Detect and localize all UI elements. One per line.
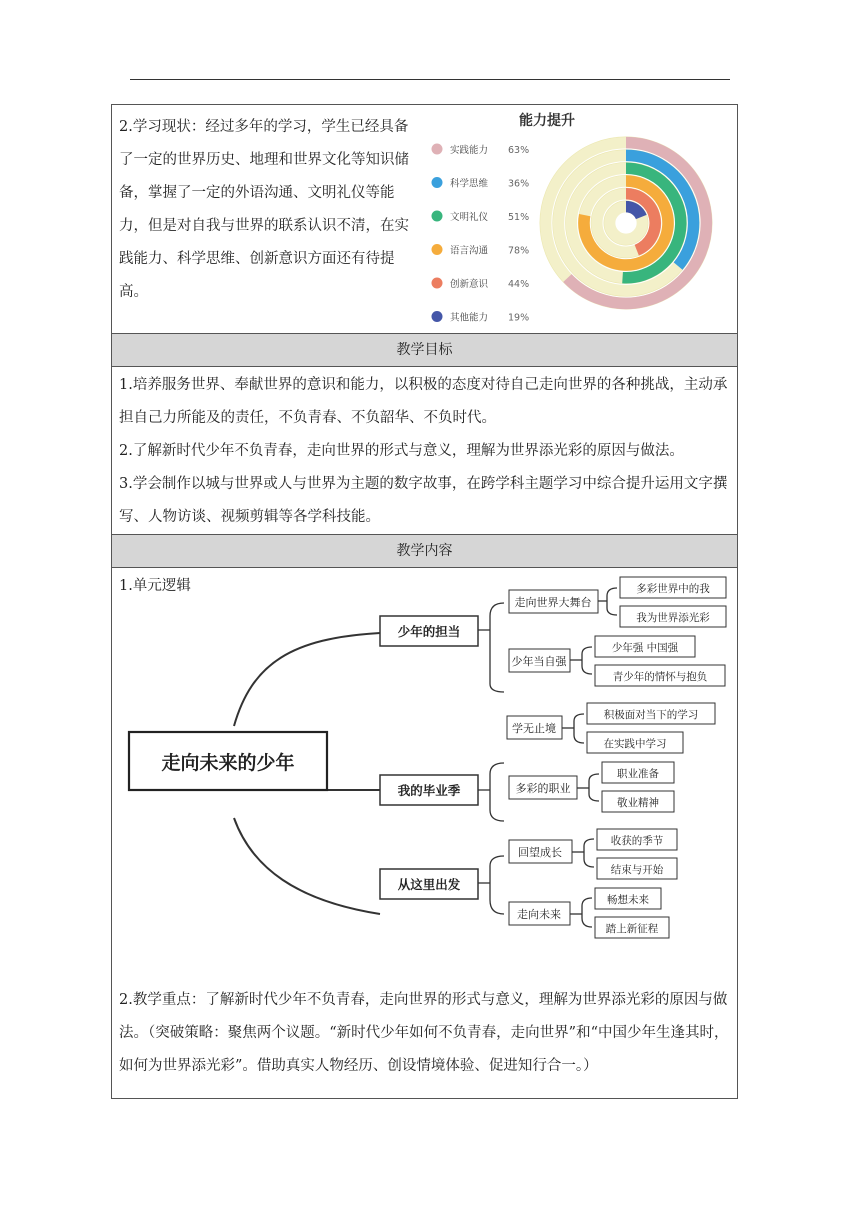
legend-marker bbox=[432, 244, 443, 255]
mind-map-leaf: 畅想未来 bbox=[607, 894, 649, 906]
goals-heading: 教学目标 bbox=[112, 334, 737, 367]
mind-map-leaf: 积极面对当下的学习 bbox=[603, 709, 699, 721]
legend-marker bbox=[432, 311, 443, 322]
legend-marker bbox=[432, 177, 443, 188]
mind-map-leaf: 青少年的情怀与抱负 bbox=[612, 671, 708, 683]
legend-marker bbox=[432, 211, 443, 222]
goal-item: 3.学会制作以城与世界或人与世界为主题的数字故事，在跨学科主题学习中综合提升运用文字撰写、人物访谈、视频剪辑等各学科技能。 bbox=[119, 476, 728, 525]
mind-map-root: 走向未来的少年 bbox=[161, 752, 295, 774]
mind-map-branch: 从这里出发 bbox=[397, 877, 461, 892]
mind-map-topic: 学无止境 bbox=[512, 722, 556, 735]
content-section bbox=[112, 568, 737, 1098]
goal-item: 2.了解新时代少年不负青春，走向世界的形式与意义，理解为世界添光彩的原因与做法。 bbox=[119, 443, 684, 459]
mind-map-branch: 少年的担当 bbox=[397, 624, 461, 639]
legend-value: 44% bbox=[508, 279, 530, 290]
legend-label: 文明礼仪 bbox=[450, 212, 489, 223]
mind-map-topic: 走向未来 bbox=[517, 908, 561, 921]
header-rule bbox=[130, 79, 730, 80]
legend-value: 78% bbox=[508, 245, 530, 257]
legend-value: 51% bbox=[508, 212, 530, 223]
legend-marker bbox=[432, 144, 443, 155]
legend-label: 其他能力 bbox=[450, 312, 489, 324]
mind-map-leaf: 敬业精神 bbox=[617, 797, 659, 809]
legend-label: 科学思维 bbox=[450, 178, 489, 190]
status-row bbox=[112, 105, 737, 334]
goals-section bbox=[112, 367, 737, 535]
mind-map-leaf: 结束与开始 bbox=[610, 864, 664, 876]
chart-rings bbox=[540, 137, 712, 309]
chart-legend bbox=[432, 144, 530, 324]
lesson-table bbox=[111, 104, 738, 1099]
legend-label: 语言沟通 bbox=[450, 245, 489, 257]
mind-map-leaf: 踏上新征程 bbox=[605, 923, 659, 935]
mind-map-topic: 少年当自强 bbox=[511, 655, 567, 668]
content-heading: 教学内容 bbox=[112, 535, 737, 568]
mind-map-leaf: 多彩世界中的我 bbox=[636, 583, 710, 595]
mind-map-topic: 多彩的职业 bbox=[515, 782, 571, 795]
chart-title: 能力提升 bbox=[519, 113, 575, 129]
ability-chart bbox=[412, 105, 732, 332]
legend-value: 63% bbox=[508, 145, 530, 156]
mind-map-leaf: 少年强 中国强 bbox=[611, 642, 679, 654]
mind-map-leaf: 职业准备 bbox=[617, 768, 659, 780]
key-points-text: 2.教学重点：了解新时代少年不负青春，走向世界的形式与意义，理解为世界添光彩的原因与做法。（突破策略：聚焦两个议题。“新时代少年如何不负青春，走向世界”和“中国少年生逢其时，如何为世界添光彩”。借助真实人物经历、创设情境体验、促进知行合一。） bbox=[119, 992, 729, 1074]
mind-map-topic: 回望成长 bbox=[518, 846, 562, 859]
legend-label: 创新意识 bbox=[450, 279, 489, 290]
legend-value: 19% bbox=[508, 312, 530, 324]
mind-map-leaf: 我为世界添光彩 bbox=[636, 612, 710, 624]
learning-status-text: 2.学习现状：经过多年的学习，学生已经具备了一定的世界历史、地理和世界文化等知识储备，掌握了一定的外语沟通、文明礼仪等能力，但是对自我与世界的联系认识不清，在实践能力、科学思维、创新意识方面还有待提高。 bbox=[119, 119, 409, 300]
goal-item: 1.培养服务世界、奉献世界的意识和能力，以积极的态度对待自己走向世界的各种挑战，主动承担自己力所能及的责任，不负青春、不负韶华、不负时代。 bbox=[119, 377, 728, 426]
unit-mind-map bbox=[112, 568, 737, 968]
mind-map-branch: 我的毕业季 bbox=[397, 783, 461, 798]
mind-map-leaf: 在实践中学习 bbox=[603, 738, 667, 750]
legend-label: 实践能力 bbox=[450, 145, 489, 156]
mind-map-topic: 走向世界大舞台 bbox=[514, 596, 592, 609]
mind-map-leaf: 收获的季节 bbox=[610, 835, 664, 847]
legend-marker bbox=[432, 278, 443, 289]
legend-value: 36% bbox=[508, 178, 530, 190]
unit-logic-label: 1.单元逻辑 bbox=[119, 578, 191, 594]
